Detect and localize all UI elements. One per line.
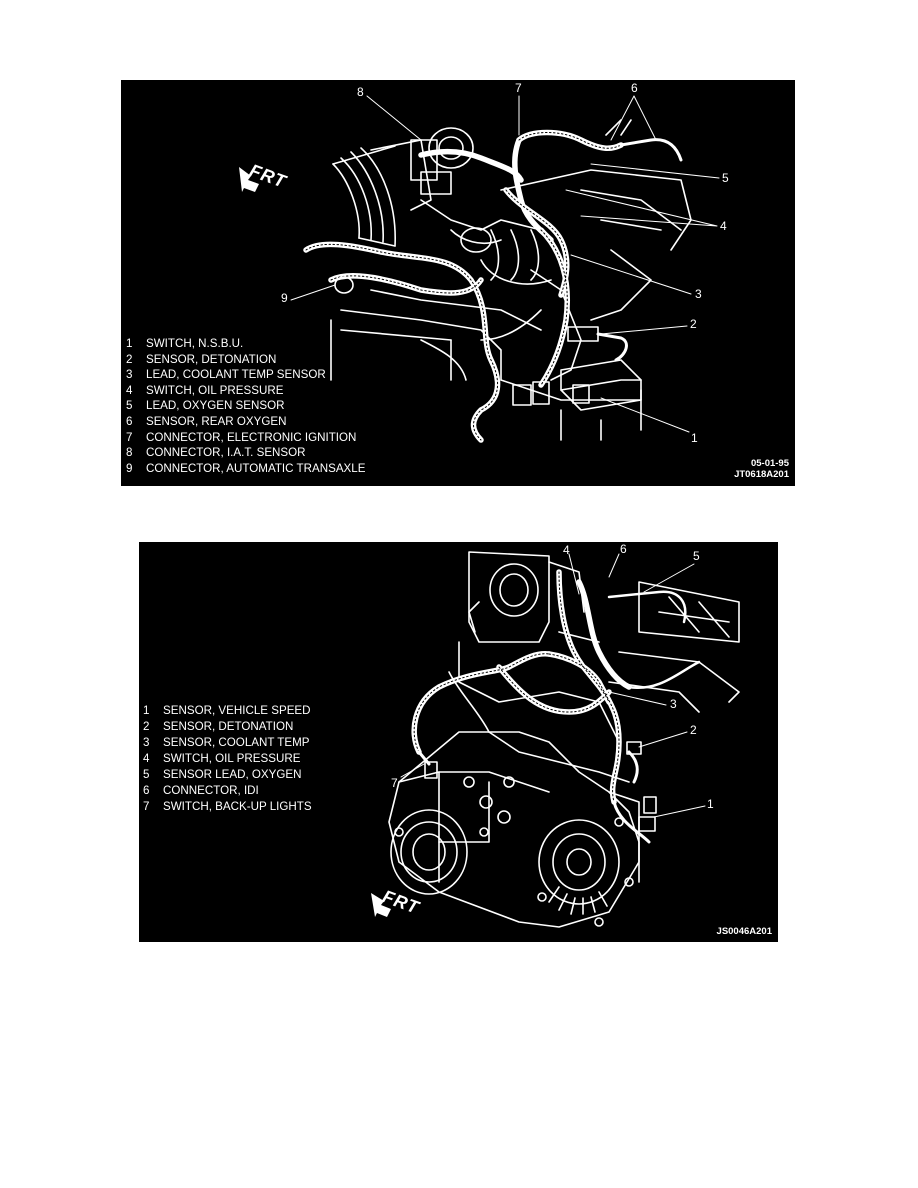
callout-8: 8 [357, 85, 364, 99]
callout-5: 5 [693, 549, 700, 563]
callout-3: 3 [670, 697, 677, 711]
callout-6: 6 [631, 81, 638, 95]
legend-text: SWITCH, OIL PRESSURE [146, 383, 284, 397]
legend-top [126, 336, 365, 476]
legend-number: 7 [143, 800, 150, 813]
legend-number: 4 [126, 383, 133, 397]
figure-id: JS0046A201 [716, 926, 772, 937]
legend-item [143, 703, 312, 719]
legend-text: LEAD, COOLANT TEMP SENSOR [146, 368, 326, 382]
legend-item [126, 414, 365, 430]
figure-code-bottom [717, 926, 772, 937]
legend-number: 5 [143, 768, 150, 781]
legend-text: CONNECTOR, AUTOMATIC TRANSAXLE [146, 461, 366, 475]
legend-item [143, 783, 312, 799]
legend-number: 4 [143, 752, 150, 765]
date-code: 05-01-95 [750, 458, 789, 469]
legend-text: SENSOR, DETONATION [163, 720, 294, 733]
legend-bottom [143, 703, 312, 815]
legend-text: SENSOR, COOLANT TEMP [163, 736, 310, 749]
engine-wiring-diagram-top [121, 80, 795, 486]
legend-item [126, 445, 365, 461]
figure-code-top [734, 458, 789, 480]
callout-7: 7 [391, 776, 398, 790]
legend-item [143, 767, 312, 783]
legend-text: SWITCH, OIL PRESSURE [163, 752, 301, 765]
legend-number: 6 [126, 414, 133, 428]
legend-text: SENSOR, DETONATION [146, 352, 277, 366]
front-direction-label: FRT [246, 160, 290, 192]
callout-3: 3 [695, 287, 702, 301]
legend-item [126, 383, 365, 399]
legend-item [143, 719, 312, 735]
legend-item [143, 799, 312, 815]
legend-item [126, 430, 365, 446]
legend-text: CONNECTOR, ELECTRONIC IGNITION [146, 430, 357, 444]
front-direction-label: FRT [379, 886, 423, 918]
callout-2: 2 [690, 723, 697, 737]
callout-5: 5 [722, 171, 729, 185]
legend-number: 6 [143, 784, 150, 797]
callout-1: 1 [691, 431, 698, 445]
legend-text: LEAD, OXYGEN SENSOR [146, 399, 285, 413]
legend-number: 1 [126, 337, 133, 350]
legend-number: 8 [126, 446, 133, 460]
callout-4: 4 [720, 219, 727, 233]
legend-item [126, 398, 365, 414]
callout-4: 4 [563, 543, 570, 557]
legend-number: 1 [143, 704, 150, 717]
legend-text: SENSOR, REAR OXYGEN [146, 414, 287, 428]
legend-number: 3 [143, 736, 150, 749]
figure-id: JT0618A201 [734, 469, 789, 480]
legend-item [126, 461, 365, 477]
legend-text: CONNECTOR, I.A.T. SENSOR [146, 446, 306, 460]
legend-number: 5 [126, 399, 133, 413]
legend-number: 2 [126, 352, 133, 366]
transaxle-wiring-diagram-bottom [139, 542, 778, 942]
callout-6: 6 [620, 542, 627, 556]
legend-number: 9 [126, 461, 133, 475]
legend-item [143, 751, 312, 767]
legend-text: SWITCH, N.S.B.U. [146, 337, 244, 350]
callout-1: 1 [707, 797, 714, 811]
legend-number: 7 [126, 430, 133, 444]
legend-text: CONNECTOR, IDI [163, 784, 259, 797]
legend-number: 3 [126, 368, 133, 382]
legend-text: SENSOR LEAD, OXYGEN [163, 768, 302, 781]
callout-2: 2 [690, 317, 697, 331]
legend-item [143, 735, 312, 751]
legend-item [126, 367, 365, 383]
legend-item [126, 352, 365, 368]
legend-number: 2 [143, 720, 150, 733]
legend-text: SENSOR, VEHICLE SPEED [163, 704, 311, 717]
legend-text: SWITCH, BACK-UP LIGHTS [163, 800, 312, 813]
callout-7: 7 [515, 81, 522, 95]
callout-9: 9 [281, 291, 288, 305]
legend-item [126, 336, 365, 352]
